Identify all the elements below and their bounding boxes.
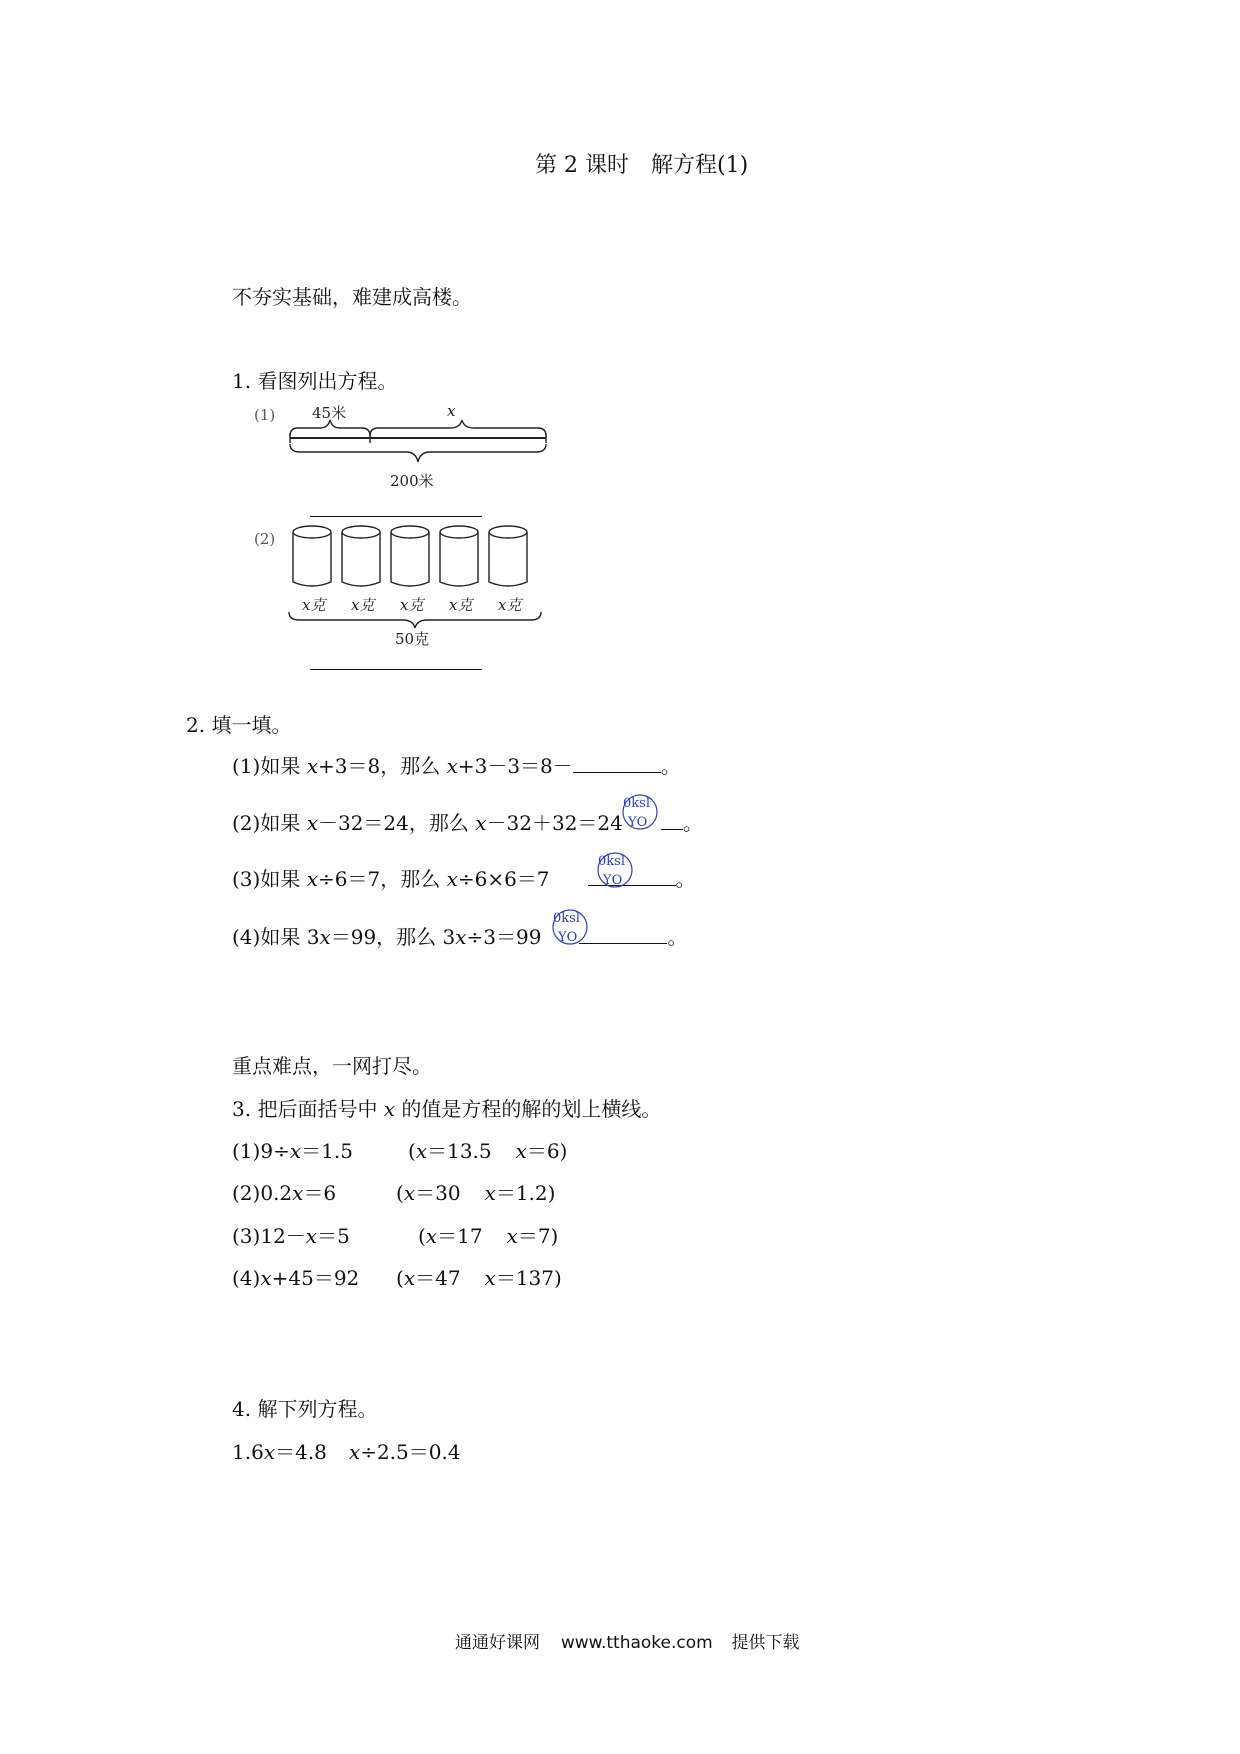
q3-item-3-options	[418, 1220, 558, 1249]
q4-eq2-post: ÷2.5＝0.4	[360, 1440, 461, 1464]
q2-item-1-var-2: x	[446, 754, 458, 778]
q3-item-1-option-1[interactable]	[416, 1139, 492, 1163]
q3-item-1-num: (1)	[232, 1139, 261, 1163]
stamp-watermark-1	[620, 792, 660, 832]
jar-4	[440, 526, 478, 586]
q2-item-3-text-a: 如果	[260, 867, 307, 891]
q4-label: 4. 解下列方程。	[232, 1397, 378, 1421]
q3-item-2-option-2[interactable]	[485, 1181, 556, 1205]
q2-item-4-num: (4)	[232, 925, 261, 949]
q3-item-1-option-2[interactable]	[516, 1139, 568, 1163]
q3-item-1-eq-pre: 9÷	[260, 1139, 290, 1163]
section-heading-keypoints: 重点难点，一网打尽。	[232, 1054, 432, 1078]
q2-item-1-text-a: 如果	[260, 754, 307, 778]
diagram-1-seg-right-label: x	[447, 402, 456, 420]
stamp-1-bottom: YO	[628, 815, 648, 830]
q4-eq1-var: x	[263, 1440, 276, 1464]
jar-5	[489, 526, 527, 586]
q3-item-1-opt2-val: ＝6)	[526, 1139, 568, 1163]
q3-item-3-opt1-var: x	[425, 1224, 438, 1248]
jar-label-4: x克	[449, 596, 473, 614]
q3-item-1	[232, 1135, 353, 1164]
q2-item-1-end: 。	[660, 754, 681, 778]
stamp-2-top: 0ksl	[598, 854, 625, 869]
q2-item-1-num: (1)	[232, 754, 261, 778]
page-title: 第 2 课时 解方程(1)	[535, 153, 749, 178]
diagram-1-seg-left-label: 45米	[312, 404, 347, 422]
diagram-1-segment-braces	[280, 416, 550, 468]
q2-item-2-text-a: 如果	[260, 811, 307, 835]
q2-item-2-answer-blank[interactable]	[661, 811, 683, 830]
q3-item-4-num: (4)	[232, 1266, 261, 1290]
footer-suffix: 提供下载	[731, 1633, 800, 1653]
q3-item-3-num: (3)	[232, 1224, 261, 1248]
q2-item-4-text-b: ＝99，那么 3	[330, 925, 456, 949]
diagram-1-total-label: 200米	[390, 472, 434, 490]
stamp-3-bottom: YO	[558, 930, 578, 945]
q3-item-2	[232, 1177, 336, 1206]
q3-item-3-opt1-val: ＝17	[437, 1224, 483, 1248]
q3-item-4-eq-post: +45＝92	[271, 1266, 360, 1290]
q3-item-3	[232, 1220, 350, 1249]
jar-label-3: x克	[400, 596, 424, 614]
q2-item-3-num: (3)	[232, 867, 261, 891]
jar-label-1: x克	[302, 596, 326, 614]
q3-label-var: x	[383, 1097, 396, 1121]
q3-item-1-opt2-var: x	[515, 1139, 527, 1163]
jar-3	[391, 526, 429, 586]
q2-item-2-var-1: x	[306, 811, 318, 835]
q3-item-3-eq-post: ＝5	[317, 1224, 350, 1248]
q3-label	[232, 1093, 661, 1122]
q3-item-2-eq-post: ＝6	[303, 1181, 337, 1205]
q3-item-3-open: (	[418, 1224, 426, 1248]
diagram-1-index: (1)	[254, 406, 276, 424]
q3-item-4-opt1-val: ＝47	[415, 1266, 461, 1290]
q3-item-3-option-1[interactable]	[426, 1224, 483, 1248]
q2-item-3-var-2: x	[446, 867, 458, 891]
diagram-2-index: (2)	[254, 530, 276, 548]
q2-item-3-text-c: ÷6×6＝7	[457, 867, 550, 891]
diagram-2-answer-line	[310, 669, 482, 670]
q2-item-3-text-b: ÷6＝7，那么	[317, 867, 447, 891]
q2-item-1-answer-blank[interactable]	[573, 754, 661, 773]
q3-item-4-options	[396, 1262, 562, 1291]
q3-item-1-opt1-var: x	[415, 1139, 428, 1163]
q3-item-4-opt1-var: x	[403, 1266, 416, 1290]
jar-1	[293, 526, 331, 586]
q2-item-3-var-1: x	[306, 867, 318, 891]
stamp-1-top: 0ksl	[623, 796, 650, 811]
footer	[455, 1628, 800, 1653]
q3-item-1-eq-post: ＝1.5	[301, 1139, 353, 1163]
q2-item-1-var-1: x	[306, 754, 318, 778]
q2-item-2-end: 。	[682, 811, 703, 835]
q2-item-1	[232, 750, 681, 779]
q3-item-2-opt1-var: x	[403, 1181, 416, 1205]
jar-label-5: x克	[498, 596, 522, 614]
q3-item-2-eq-pre: 0.2	[260, 1181, 293, 1205]
q1-label: 1. 看图列出方程。	[232, 369, 398, 393]
q4-eq1-pre: 1.6	[232, 1440, 264, 1464]
q2-item-2-text-b: －32＝24，那么	[317, 811, 476, 835]
q2-item-1-text-b: +3＝8，那么	[317, 754, 447, 778]
jar-label-2: x克	[351, 596, 375, 614]
q2-item-4-var-1: x	[319, 925, 331, 949]
stamp-3-top: 0ksl	[553, 911, 580, 926]
q2-item-4	[232, 921, 687, 950]
q4-eq1-post: ＝4.8	[275, 1440, 327, 1464]
q3-item-3-option-2[interactable]	[507, 1224, 559, 1248]
q3-item-2-option-1[interactable]	[404, 1181, 461, 1205]
footer-url-link[interactable]: www.tthaoke.com	[560, 1633, 713, 1653]
q3-item-4-opt2-var: x	[484, 1266, 496, 1290]
q2-item-4-end: 。	[667, 925, 688, 949]
q3-item-4-open: (	[396, 1266, 404, 1290]
q4-equations	[232, 1436, 461, 1465]
q3-item-2-opt2-var: x	[484, 1181, 496, 1205]
stamp-2-bottom: YO	[603, 873, 623, 888]
q2-item-4-text-c: ÷3＝99	[466, 925, 542, 949]
q3-item-4-option-2[interactable]	[485, 1266, 562, 1290]
q3-item-3-opt2-var: x	[506, 1224, 518, 1248]
diagram-2-jars	[285, 522, 545, 592]
stamp-watermark-3	[550, 907, 590, 947]
q2-item-3-end: 。	[675, 867, 696, 891]
q3-item-4-option-1[interactable]	[404, 1266, 461, 1290]
q2-item-4-var-2: x	[455, 925, 467, 949]
q4-eq2-var: x	[348, 1440, 361, 1464]
jar-2	[342, 526, 380, 586]
q2-item-2-text-c: －32＋32＝24	[486, 811, 623, 835]
q3-item-4	[232, 1262, 359, 1291]
diagram-2-brace	[285, 610, 545, 630]
q3-item-1-eq-var: x	[289, 1139, 302, 1163]
diagram-1-answer-line	[310, 516, 482, 517]
q3-item-1-opt1-val: ＝13.5	[427, 1139, 492, 1163]
q3-item-2-open: (	[396, 1181, 404, 1205]
q3-label-b: 的值是方程的解的划上横线。	[395, 1097, 662, 1121]
q3-item-1-options	[408, 1135, 567, 1164]
q2-item-1-text-c: +3－3＝8－	[457, 754, 573, 778]
q2-item-2-var-2: x	[475, 811, 487, 835]
q3-item-4-opt2-val: ＝137)	[495, 1266, 562, 1290]
stamp-watermark-2	[595, 850, 635, 890]
q2-label: 2. 填一填。	[186, 713, 292, 737]
diagram-2-total-label: 50克	[395, 630, 430, 648]
q3-item-2-num: (2)	[232, 1181, 261, 1205]
q3-item-2-options	[396, 1177, 555, 1206]
q3-item-3-eq-var: x	[305, 1224, 318, 1248]
section-heading-basics: 不夯实基础，难建成高楼。	[232, 285, 472, 309]
q3-item-2-eq-var: x	[292, 1181, 304, 1205]
q2-item-4-text-a: 如果 3	[260, 925, 320, 949]
q2-item-4-answer-blank[interactable]	[579, 925, 667, 944]
q2-item-2-num: (2)	[232, 811, 261, 835]
q3-item-2-opt2-val: ＝1.2)	[495, 1181, 556, 1205]
footer-site-name: 通通好课网	[455, 1633, 540, 1653]
q3-label-a: 3. 把后面括号中	[232, 1097, 384, 1121]
q3-item-3-opt2-val: ＝7)	[517, 1224, 559, 1248]
q3-item-3-eq-pre: 12－	[260, 1224, 306, 1248]
q3-item-1-open: (	[408, 1139, 416, 1163]
q3-item-4-eq-var: x	[260, 1266, 272, 1290]
q3-item-2-opt1-val: ＝30	[415, 1181, 461, 1205]
